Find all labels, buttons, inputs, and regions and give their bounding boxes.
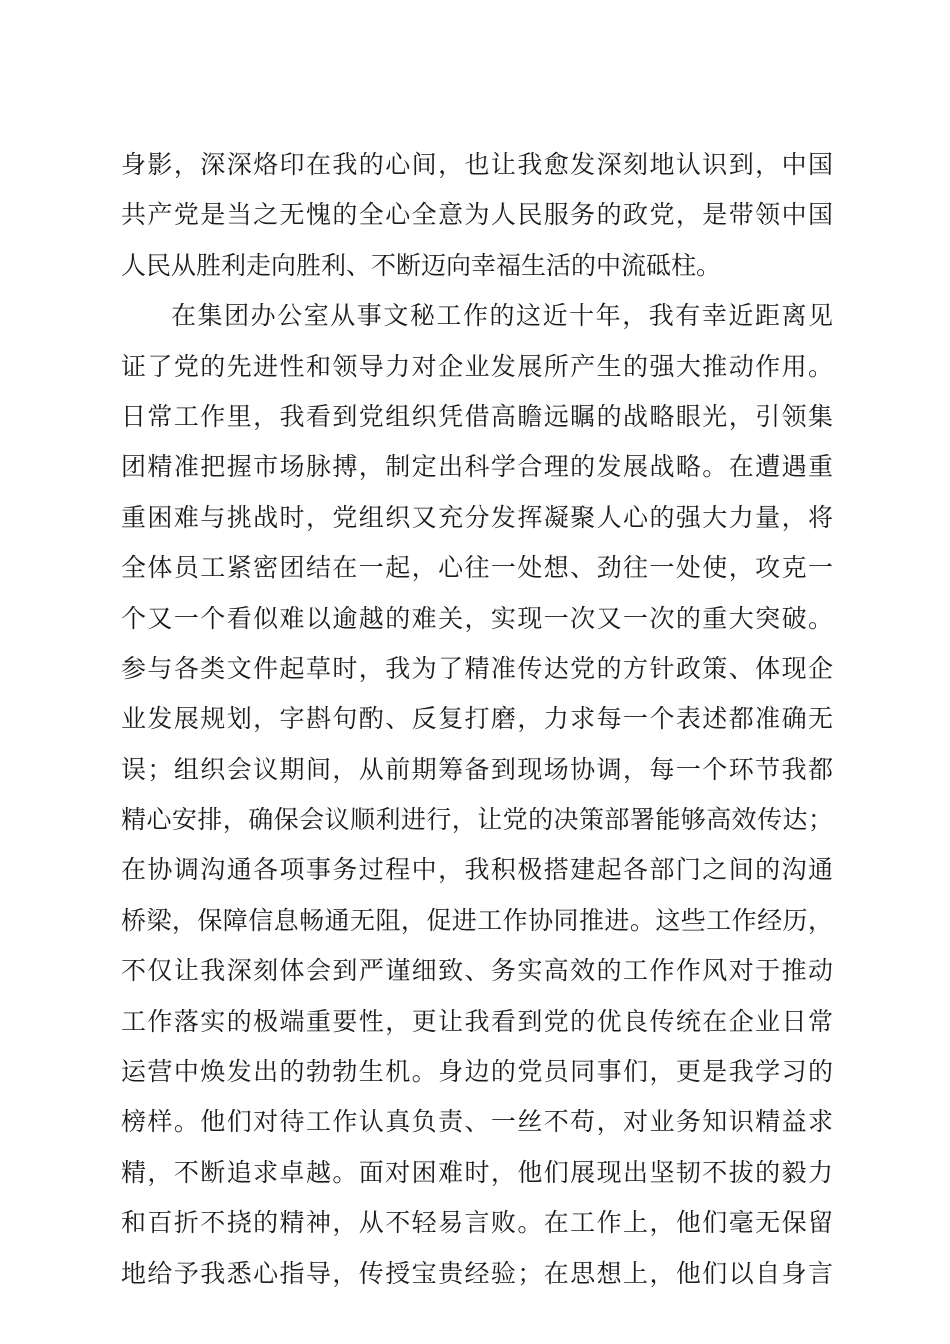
text-line: 身影，深深烙印在我的心间，也让我愈发深刻地认识到，中国: [121, 150, 833, 179]
text-line: 和百折不挠的精神，从不轻易言败。在工作上，他们毫无保留: [121, 1208, 833, 1238]
text-line: 共产党是当之无愧的全心全意为人民服务的政党，是带领中国: [121, 200, 833, 230]
text-line: 团精准把握市场脉搏，制定出科学合理的发展战略。在遭遇重: [121, 452, 833, 482]
text-line: 人民从胜利走向胜利、不断迈向幸福生活的中流砥柱。: [121, 250, 722, 280]
text-line: 运营中焕发出的勃勃生机。身边的党员同事们，更是我学习的: [121, 1057, 833, 1087]
text-line: 地给予我悉心指导，传授宝贵经验；在思想上，他们以自身言: [121, 1258, 833, 1288]
text-line: 在集团办公室从事文秘工作的这近十年，我有幸近距离见: [171, 301, 833, 331]
body-text: [121, 140, 833, 1299]
text-line: 误；组织会议期间，从前期筹备到现场协调，每一个环节我都: [121, 754, 833, 784]
text-line: 榜样。他们对待工作认真负责、一丝不苟，对业务知识精益求: [121, 1107, 833, 1137]
text-line: 重困难与挑战时，党组织又充分发挥凝聚人心的强大力量，将: [121, 502, 833, 532]
text-line: 不仅让我深刻体会到严谨细致、务实高效的工作作风对于推动: [121, 956, 833, 986]
text-line: 精，不断追求卓越。面对困难时，他们展现出坚韧不拔的毅力: [121, 1157, 833, 1187]
text-line: 精心安排，确保会议顺利进行，让党的决策部署能够高效传达；: [121, 805, 833, 835]
text-line: 日常工作里，我看到党组织凭借高瞻远瞩的战略眼光，引领集: [121, 401, 833, 431]
text-line: 证了党的先进性和领导力对企业发展所产生的强大推动作用。: [121, 351, 833, 381]
text-line: 桥梁，保障信息畅通无阻，促进工作协同推进。这些工作经历，: [121, 905, 833, 935]
text-line: 工作落实的极端重要性，更让我看到党的优良传统在企业日常: [121, 1006, 833, 1036]
text-line: 个又一个看似难以逾越的难关，实现一次又一次的重大突破。: [121, 603, 833, 633]
text-line: 业发展规划，字斟句酌、反复打磨，力求每一个表述都准确无: [121, 704, 833, 734]
text-line: 参与各类文件起草时，我为了精准传达党的方针政策、体现企: [121, 653, 833, 683]
text-line: 全体员工紧密团结在一起，心往一处想、劲往一处使，攻克一: [121, 553, 833, 583]
text-line: 在协调沟通各项事务过程中，我积极搭建起各部门之间的沟通: [121, 855, 833, 885]
